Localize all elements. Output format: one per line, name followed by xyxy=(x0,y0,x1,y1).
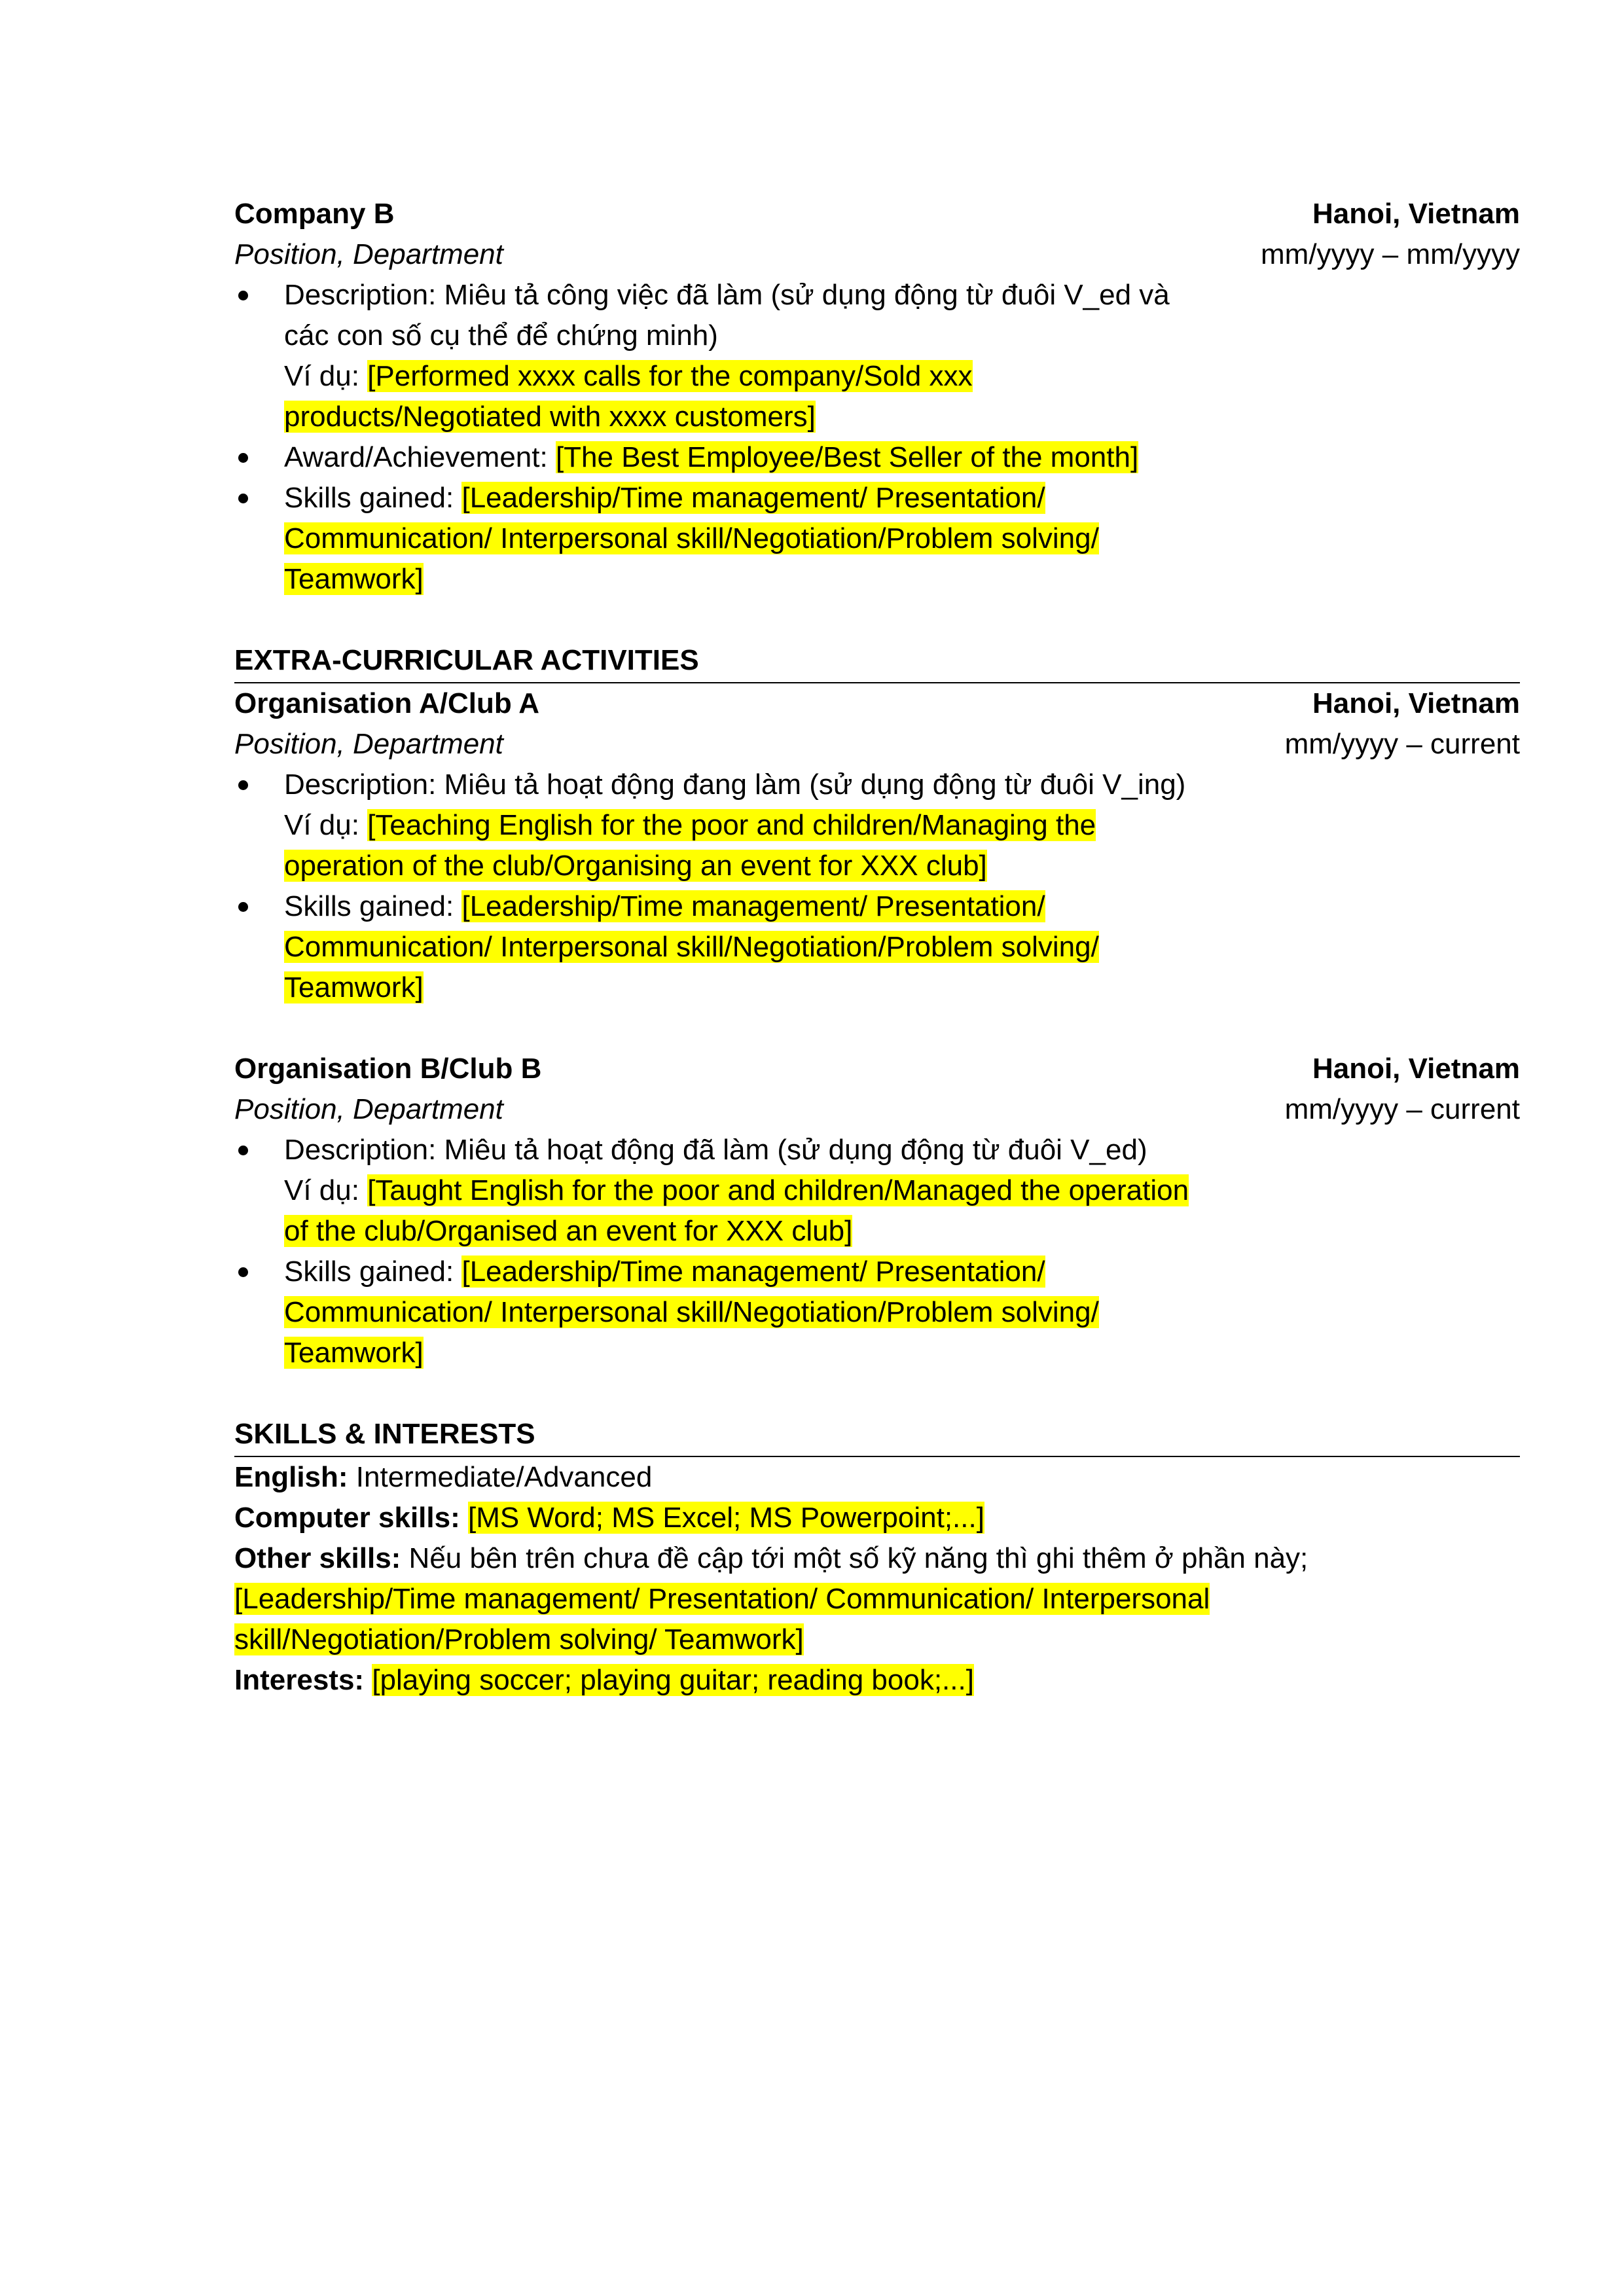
work-entry-header xyxy=(234,194,1520,275)
position-department: Position, Department xyxy=(234,1093,503,1125)
award-label: Award/Achievement: xyxy=(284,441,556,473)
description-text: Miêu tả hoạt động đang làm (sử dụng động từ đuôi V_ing) xyxy=(444,768,1186,801)
example-text: [Performed xxxx calls for the company/Sold xxx products/Negotiated with xxxx customers] xyxy=(284,360,973,433)
computer-skills-label: Computer skills: xyxy=(234,1502,460,1534)
skills-gained-text: [Leadership/Time management/ Presentation/ Communication/ Interpersonal skill/Negotiation/Problem solving/ Teamwork] xyxy=(284,890,1099,1003)
work-bullets xyxy=(234,275,1520,600)
list-item xyxy=(234,1252,1194,1373)
activity-dates: mm/yyyy – current xyxy=(1284,728,1520,760)
activity-location: Hanoi, Vietnam xyxy=(1312,1053,1520,1085)
position-department: Position, Department xyxy=(234,728,503,760)
activity-entry-header xyxy=(234,683,1520,765)
description-label: Description: xyxy=(284,768,444,801)
position-department: Position, Department xyxy=(234,238,503,270)
list-item xyxy=(234,437,1194,478)
other-skills-value: Nếu bên trên chưa đề cập tới một số kỹ năng thì ghi thêm ở phần này; xyxy=(401,1542,1308,1574)
activity-location: Hanoi, Vietnam xyxy=(1312,687,1520,719)
description-label: Description: xyxy=(284,279,444,311)
example-text: [Teaching English for the poor and children/Managing the operation of the club/Organising an event for XXX club] xyxy=(284,809,1096,882)
company-name: Company B xyxy=(234,198,395,230)
other-skills-label: Other skills: xyxy=(234,1542,401,1574)
english-label: English: xyxy=(234,1461,348,1493)
interests-value: [playing soccer; playing guitar; reading book;...] xyxy=(372,1664,974,1696)
skills-gained-label: Skills gained: xyxy=(284,1256,462,1288)
example-label: Ví dụ: xyxy=(284,809,368,841)
description-label: Description: xyxy=(284,1134,444,1166)
spacer xyxy=(234,1008,1520,1049)
organisation-name: Organisation B/Club B xyxy=(234,1053,542,1085)
activity-bullets xyxy=(234,1130,1520,1373)
interests-label: Interests: xyxy=(234,1664,365,1696)
computer-skills-value: [MS Word; MS Excel; MS Powerpoint;...] xyxy=(467,1502,984,1534)
interests-line xyxy=(234,1660,1520,1701)
list-item xyxy=(234,886,1194,1008)
example-text: [Taught English for the poor and children/Managed the operation of the club/Organised an event for XXX club] xyxy=(284,1174,1189,1247)
activity-dates: mm/yyyy – current xyxy=(1284,1093,1520,1125)
work-dates: mm/yyyy – mm/yyyy xyxy=(1261,238,1520,270)
other-skills-highlight: [Leadership/Time management/ Presentation/ Communication/ Interpersonal skill/Negotiation/Problem solving/ Teamwork] xyxy=(234,1583,1210,1655)
description-text: Miêu tả hoạt động đã làm (sử dụng động từ đuôi V_ed) xyxy=(444,1134,1147,1166)
list-item xyxy=(234,1130,1194,1252)
list-item xyxy=(234,765,1194,886)
activity-entry-header xyxy=(234,1049,1520,1130)
english-value: Intermediate/Advanced xyxy=(348,1461,653,1493)
english-line xyxy=(234,1457,1520,1498)
skills-gained-label: Skills gained: xyxy=(284,482,462,514)
award-text: [The Best Employee/Best Seller of the month] xyxy=(555,441,1139,473)
example-label: Ví dụ: xyxy=(284,360,368,392)
other-skills-line xyxy=(234,1538,1520,1660)
skills-section-title: SKILLS & INTERESTS xyxy=(234,1414,1520,1457)
activity-bullets xyxy=(234,765,1520,1008)
skills-gained-label: Skills gained: xyxy=(284,890,462,922)
skills-gained-text: [Leadership/Time management/ Presentation/ Communication/ Interpersonal skill/Negotiation/Problem solving/ Teamwork] xyxy=(284,1256,1099,1369)
example-label: Ví dụ: xyxy=(284,1174,368,1206)
resume-content xyxy=(234,194,1520,1701)
skills-gained-text: [Leadership/Time management/ Presentation/ Communication/ Interpersonal skill/Negotiation/Problem solving/ Teamwork] xyxy=(284,482,1099,595)
work-location: Hanoi, Vietnam xyxy=(1312,198,1520,230)
computer-skills-line xyxy=(234,1498,1520,1538)
extracurricular-section-title: EXTRA-CURRICULAR ACTIVITIES xyxy=(234,640,1520,683)
list-item xyxy=(234,275,1194,437)
organisation-name: Organisation A/Club A xyxy=(234,687,540,719)
description-text: Miêu tả công việc đã làm (sử dụng động từ đuôi V_ed và các con số cụ thể để chứng minh) xyxy=(284,279,1170,352)
list-item xyxy=(234,478,1194,600)
